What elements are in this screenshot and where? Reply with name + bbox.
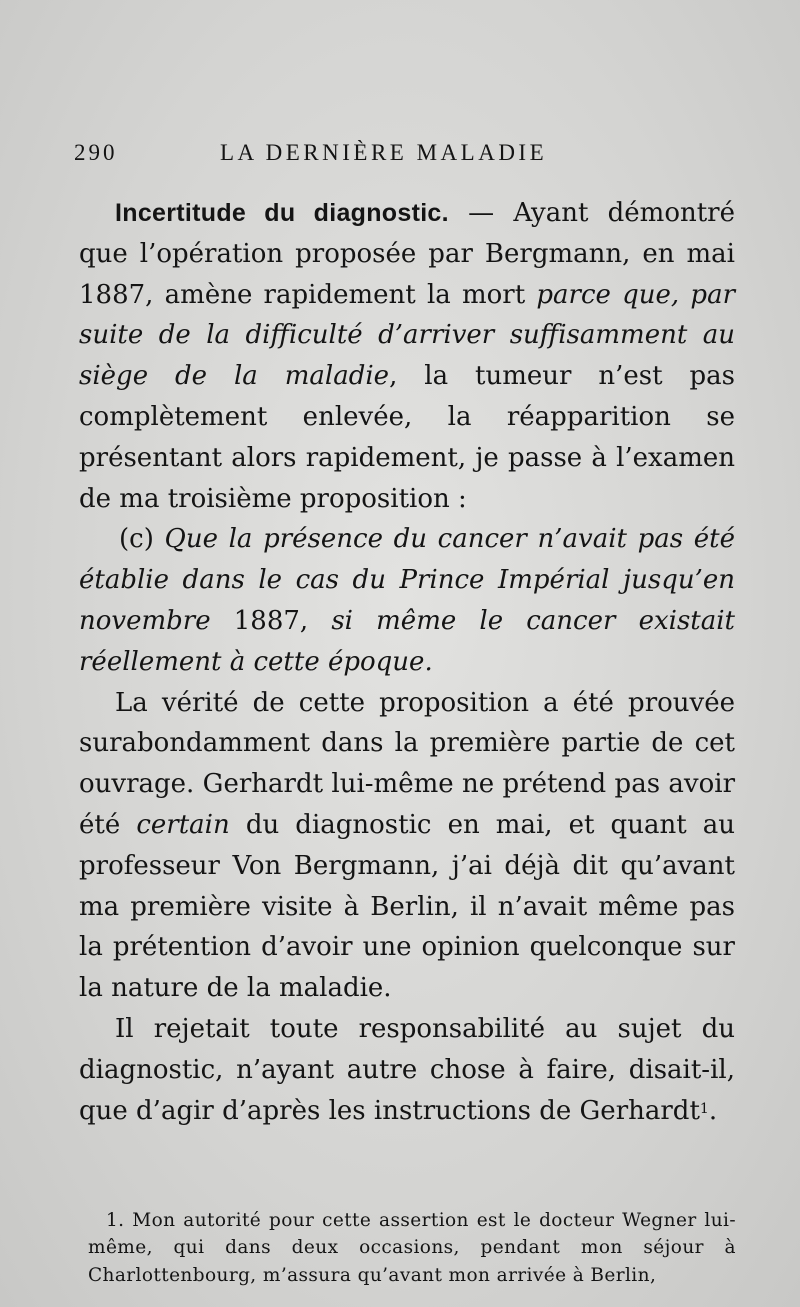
footnote-area bbox=[88, 1207, 736, 1289]
paragraph-text: , la tumeur n’est pas complètement enlevée, la réapparition se présentant alors rapidement, je passe à l’examen de ma troisième proposition : bbox=[79, 361, 735, 514]
page-number: 290 bbox=[74, 140, 118, 165]
paragraph-text: du diagnostic en mai, et quant au professeur Von Bergmann, j’ai déjà dit qu’avant ma première visite à Berlin, il n’avait même pas la prétention d’avoir une opinion quelconque sur la nature de la maladie. bbox=[79, 809, 735, 1004]
running-title: LA DERNIÈRE MALADIE bbox=[220, 140, 548, 165]
paragraph bbox=[79, 683, 735, 1009]
proposition-label: (c) bbox=[119, 524, 165, 555]
paragraph-text: La vérité de cette proposition a été prouvée surabondamment dans la première partie de cet ouvrage. Gerhardt lui-même ne prétend pas avoir été bbox=[79, 687, 735, 840]
section-lead: Incertitude du diagnostic. bbox=[115, 199, 449, 227]
paragraph bbox=[79, 519, 735, 682]
paragraph-text: — Ayant démontré que l’opération proposée par Bergmann, en mai 1887, amène rapidement la mort bbox=[79, 198, 735, 310]
paragraph-text: . bbox=[708, 1095, 718, 1126]
paragraph-text: 1887, bbox=[210, 605, 332, 636]
paragraph bbox=[79, 193, 735, 519]
italic-text: certain bbox=[136, 809, 230, 840]
page-header bbox=[74, 140, 724, 168]
footnote-marker: 1 bbox=[699, 1100, 709, 1117]
footnote: 1. Mon autorité pour cette assertion est le docteur Wegner lui-même, qui dans deux occasions, pendant mon séjour à Charlottenbourg, m’assura qu’avant mon arrivée à Berlin, bbox=[88, 1210, 736, 1286]
italic-text: Que la présence du cancer n’avait pas été établie dans le cas du Prince Impérial jusqu’en novembre bbox=[79, 524, 735, 636]
paragraph-text: Il rejetait toute responsabilité au sujet du diagnostic, n’ayant autre chose à faire, disait-il, que d’agir d’après les instructions de Gerhardt bbox=[79, 1013, 735, 1126]
body-text bbox=[79, 193, 735, 1131]
paragraph bbox=[79, 1009, 735, 1131]
italic-text: parce que, par suite de la difficulté d’arriver suffisamment au siège de la maladie bbox=[79, 279, 735, 392]
italic-text: si même le cancer existait réellement à cette époque. bbox=[79, 605, 736, 677]
